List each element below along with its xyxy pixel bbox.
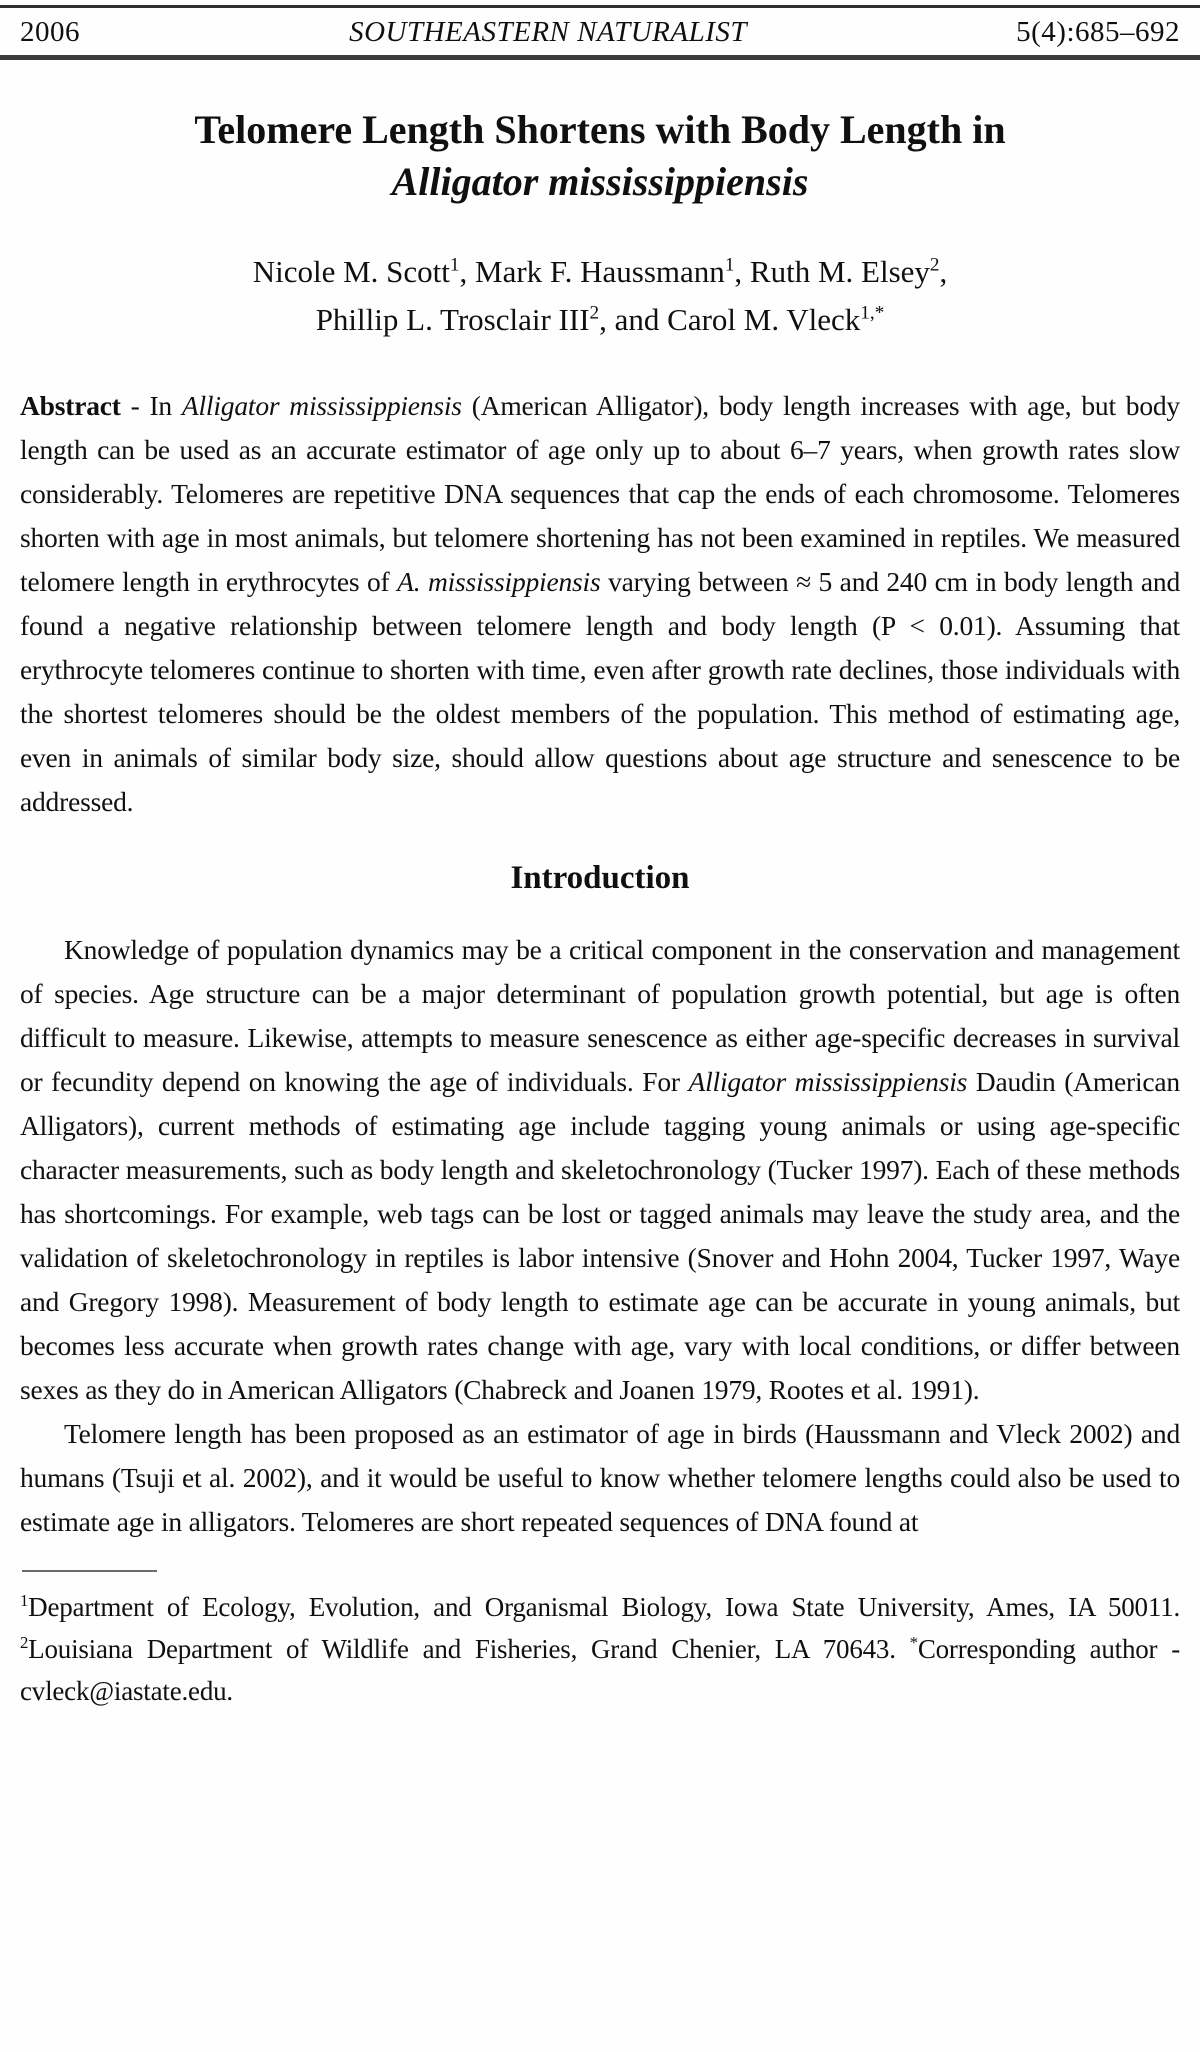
author-line1: Nicole M. Scott$^1$, Mark F. Haussmann$^1$, Ruth M. Elsey$^2$, <box>252 254 948 289</box>
introduction-paragraph-1: Knowledge of population dynamics may be a critical component in the conservation and management of species. Age structure can be a major determinant of population growth potential, but age is often difficult to measure. Likewise, attempts to measure senescence as either age-specific decreases in survival or fecundity depend on knowing the age of individuals. For Alligator mississippiensis Daudin (American Alligators), current methods of estimating age include tagging young animals or using age-specific character measurements, such as body length and skeletochronology (Tucker 1997). Each of these methods has shortcomings. For example, web tags can be lost or tagged animals may leave the study area, and the validation of skeletochronology in reptiles is labor intensive (Snover and Hohn 2004, Tucker 1997, Waye and Gregory 1998). Measurement of body length to estimate age can be accurate in young animals, but becomes less accurate when growth rates change with age, vary with local conditions, or differ between sexes as they do in American Alligators (Chabreck and Joanen 1979, Rootes et al. 1991). <box>20 934 1180 1405</box>
introduction-paragraph-2: Telomere length has been proposed as an estimator of age in birds (Haussmann and Vleck 2002) and humans (Tsuji et al. 2002), and it would be useful to know whether telomere lengths could also be used to estimate age in alligators. Telomeres are short repeated sequences of DNA found at <box>20 1418 1180 1537</box>
running-head-citation: 5(4):685–692 <box>1016 16 1180 48</box>
running-head <box>0 8 1200 55</box>
footnote-text: $^1$Department of Ecology, Evolution, and Organismal Biology, Iowa State University, Ames, IA 50011. $^2$Louisiana Department of Wildlife and Fisheries, Grand Chenier, LA 70643. *Corresponding author - cvleck@iastate.edu. <box>20 1591 1180 1706</box>
running-head-journal: SOUTHEASTERN NATURALIST <box>349 16 748 48</box>
running-head-year: 2006 <box>20 16 80 48</box>
header-rule <box>0 55 1200 60</box>
section-heading-introduction: Introduction <box>510 860 690 896</box>
author-list <box>30 248 1170 344</box>
author-line2: Phillip L. Trosclair III$^2$, and Carol M. Vleck$^{1,*}$ <box>315 302 885 337</box>
article-title-line1: Telomere Length Shortens with Body Length in <box>194 107 1006 152</box>
article-title-line2: Alligator mississippiensis <box>391 159 809 204</box>
article-title <box>40 104 1160 208</box>
footnote-rule <box>22 1570 157 1572</box>
abstract-paragraph: Abstract - In Alligator mississippiensis (American Alligator), body length increases with age, but body length can be used as an accurate estimator of age only up to about 6–7 years, when growth rates slow considerably. Telomeres are repetitive DNA sequences that cap the ends of each chromosome. Telomeres shorten with age in most animals, but telomere shortening has not been examined in reptiles. We measured telomere length in erythrocytes of A. mississippiensis varying between ≈ 5 and 240 cm in body length and found a negative relationship between telomere length and body length (P < 0.01). Assuming that erythrocyte telomeres continue to shorten with time, even after growth rate declines, those individuals with the shortest telomeres should be the oldest members of the population. This method of estimating age, even in animals of similar body size, should allow questions about age structure and senescence to be addressed. <box>20 390 1180 817</box>
